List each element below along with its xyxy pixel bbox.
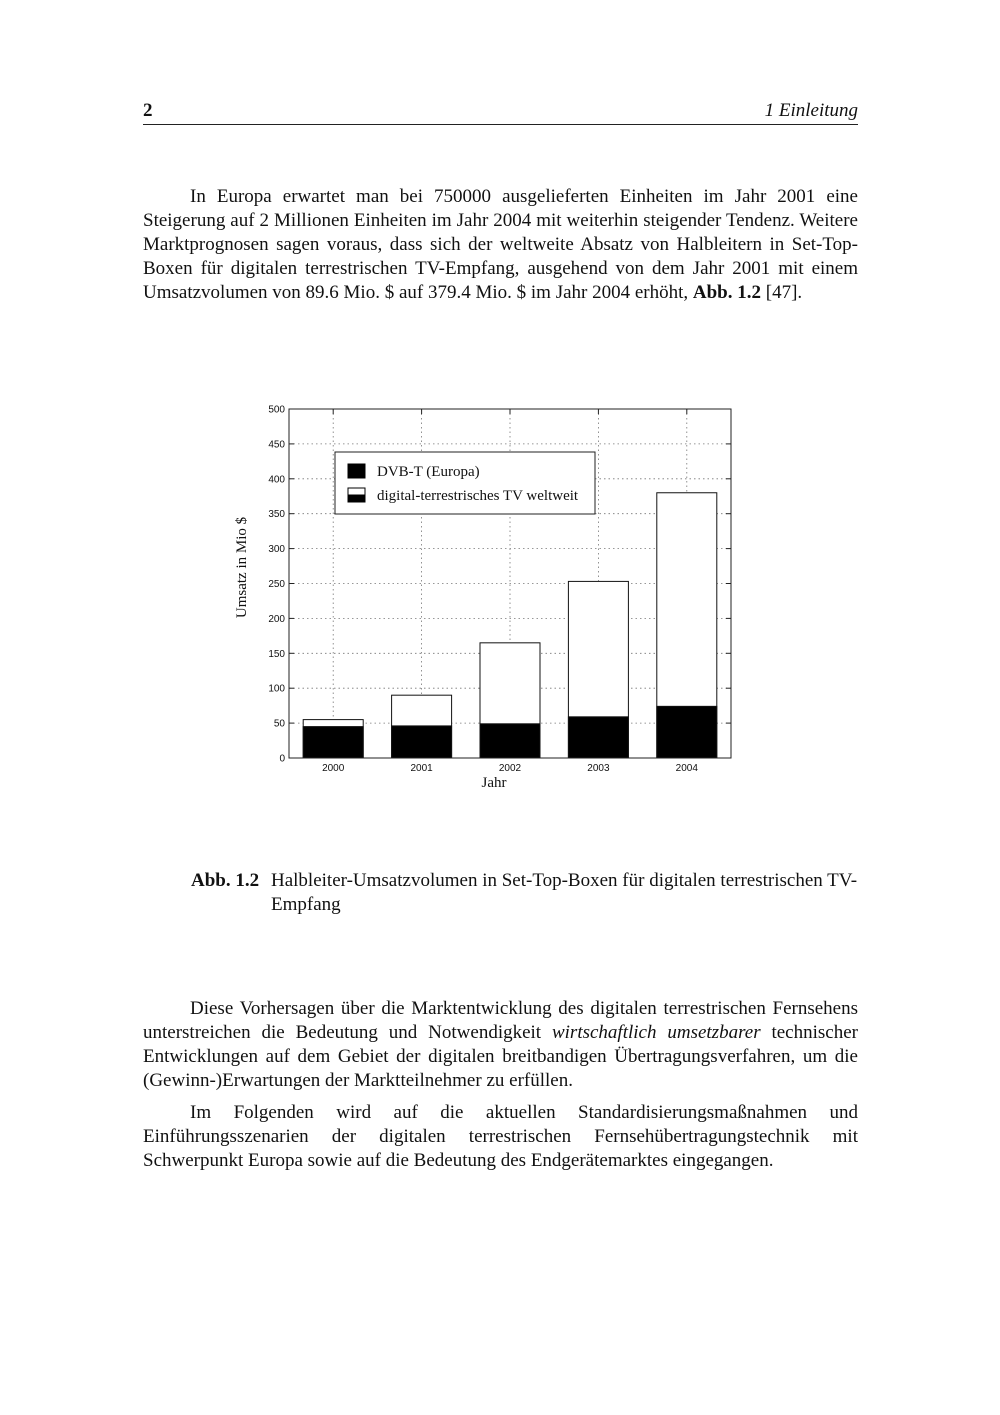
- page-number: 2: [143, 100, 153, 121]
- y-tick-label: 450: [268, 439, 285, 451]
- x-tick-label: 2001: [410, 763, 433, 774]
- bar-chart: [0, 395, 1000, 805]
- y-tick-label: 250: [268, 579, 285, 590]
- bar-dvb-t-europa: [568, 717, 628, 758]
- y-tick-label: 0: [279, 753, 285, 765]
- paragraph-2-text-end: technischer Entwicklungen auf dem Gebiet der digitalen breitbandigen Übertragungsverfahren, um die (Gewinn-)Erwartungen der Marktteilnehmer zu erfüllen.: [143, 1022, 858, 1091]
- bar-dvb-t-europa: [657, 706, 717, 758]
- x-tick-label: 2002: [498, 763, 522, 774]
- running-title: 1 Einleitung: [764, 100, 858, 121]
- x-tick-label: 2000: [322, 763, 345, 774]
- legend-label-dvb-t: DVB-T (Europa): [377, 464, 480, 480]
- paragraph-2: [143, 997, 858, 1093]
- y-axis-label: Umsatz in Mio $: [234, 516, 250, 619]
- legend-swatch-weltweit-lower: [348, 495, 365, 502]
- paragraph-1-text: In Europa erwartet man bei 750000 ausgelieferten Einheiten im Jahr 2001 eine Steigerung auf 2 Millionen Einheiten im Jahr 2004 mit weiterhin steigender Tendenz. Weitere Marktprognosen sagen voraus, dass sich der weltweite Absatz von Halbleitern in Set-Top-Boxen für digitalen terrestrischen TV-Empfang, ausgehend von dem Jahr 2001 mit einem Umsatzvolumen von 89.6 Mio. $ auf 379.4 Mio. $ im Jahr 2004 erhöht,: [143, 186, 858, 303]
- legend-label-weltweit: digital-terrestrisches TV weltweit: [377, 488, 579, 504]
- y-tick-label: 400: [268, 474, 285, 486]
- y-tick-label: 300: [268, 544, 285, 556]
- x-axis-label: Jahr: [481, 775, 507, 791]
- paragraph-1: [143, 185, 858, 305]
- bar-dvb-t-europa: [392, 726, 452, 758]
- y-tick-label: 100: [268, 683, 285, 695]
- bar-dvb-t-europa: [303, 727, 363, 758]
- legend-swatch-dvb-t: [348, 464, 365, 478]
- figure-reference: Abb. 1.2: [692, 282, 761, 303]
- figure: [0, 395, 1000, 805]
- paragraph-2-emphasis: wirtschaftlich umsetzbarer: [551, 1022, 761, 1043]
- legend-box: [335, 452, 595, 514]
- y-tick-label: 200: [268, 613, 285, 625]
- y-tick-label: 50: [273, 718, 285, 730]
- paragraph-2-text: Diese Vorhersagen über die Marktentwicklung des digitalen terrestrischen Fernsehens unterstreichen die Bedeutung und Notwendigkeit: [143, 998, 858, 1043]
- y-tick-label: 150: [268, 648, 285, 660]
- paragraph-3: [143, 1101, 858, 1173]
- citation: [47].: [761, 282, 803, 303]
- x-tick-label: 2004: [675, 763, 698, 774]
- page-header: [143, 100, 858, 125]
- paragraph-3-text: Im Folgenden wird auf die aktuellen Standardisierungsmaßnahmen und Einführungsszenarien der digitalen terrestrischen Fernsehübertragungstechnik mit Schwerpunkt Europa sowie auf die Bedeutung des Endgerätemarktes eingegangen.: [143, 1102, 858, 1171]
- caption-label: Abb. 1.2: [191, 870, 260, 891]
- bar-dvb-t-europa: [480, 724, 540, 758]
- x-tick-label: 2003: [587, 763, 610, 774]
- y-tick-label: 350: [268, 509, 285, 521]
- y-tick-label: 500: [268, 404, 285, 416]
- caption-text: Halbleiter-Umsatzvolumen in Set-Top-Boxen für digitalen terrestrischen TV-Empfang: [271, 870, 858, 915]
